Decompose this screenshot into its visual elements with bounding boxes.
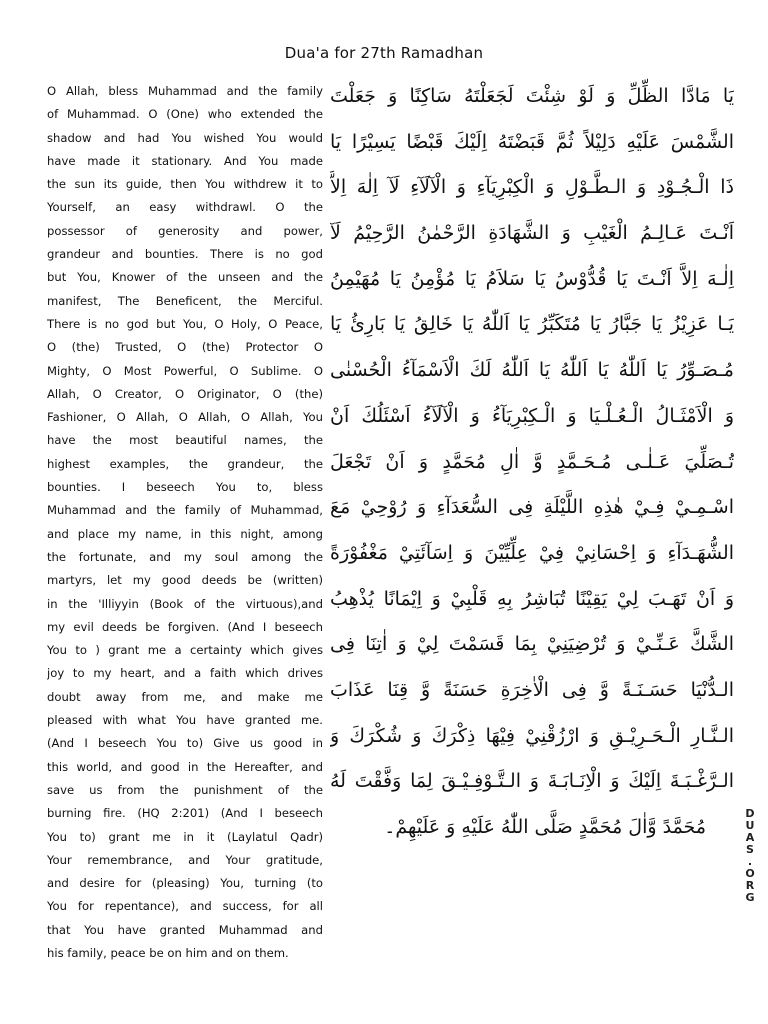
translation-line: pleased with what You have granted me. [47, 713, 323, 728]
translation-line: Your remembrance, and Your gratitude, [47, 852, 323, 867]
translation-line: Muhammad and the family of Muhammad, [47, 503, 323, 518]
translation-line: There is no god but You, O Holy, O Peace, [47, 316, 323, 331]
translation-line: the sun its guide, then You withdrew it to [47, 177, 323, 192]
translation-line: joy to my heart, and a faith which drives [47, 666, 323, 681]
page-title: Dua'a for 27th Ramadhan [284, 44, 484, 62]
translation-line: Mighty, O Most Powerful, O Sublime. O [47, 363, 323, 378]
translation-line: grandeur and bounties. There is no god [47, 247, 323, 262]
watermark-letter: O [745, 867, 755, 880]
arabic-text [330, 74, 734, 851]
arabic-line: الشُّهَـدَآءِ وَ اِحْسَانِيْ فِيْ عِلِّيِّيْنَ وَ اِسَآئَتِيْ مَغْفُوْرَةً [330, 541, 734, 564]
translation-line: burning fire. (HQ 2:201) (And I beseech [47, 806, 323, 821]
watermark-letter: . [747, 855, 753, 868]
arabic-line: مُحَمَّدً وَّاٰلَ مُحَمَّدٍ صَلَّى اللّٰهُ عَلَيْهِ وَ عَلَيْهِمْ۔ [384, 816, 706, 838]
translation-line: possessor of generosity and power, [47, 223, 323, 238]
translation-line: this world, and good in the Hereafter, and [47, 759, 323, 774]
arabic-line: الـدُّنْيَا حَسَـنَـةً وَّ فِى الْاٰخِرَةِ حَسَنَةً وَّ قِنَا عَذَابَ [330, 678, 734, 701]
translation-line: of Muhammad. O (One) who extended the [47, 107, 323, 122]
translation-line: the fortunate, and my soul among the [47, 549, 323, 564]
watermark-letter: D [745, 807, 755, 820]
translation-line: Allah, O Creator, O Originator, O (the) [47, 386, 323, 401]
arabic-line: ذَا الْـجُـوْدِ وَ الـطَّـوْلِ وَ الْكِبْرِيَآءِ وَ الْآلَآءِ لَآ اِلٰهَ اِلاَّ [330, 176, 734, 199]
arabic-line: تُـصَلِّيَ عَـلٰـى مُـحَـمَّدٍ وَّ اٰلِ مُحَمَّدٍ وَ اَنْ تَجْعَلَ [330, 450, 734, 473]
arabic-line: الـنَّـارِ الْـحَـرِيْـقِ وَ ارْزُقْنِيْ فِيْهَا ذِكْرَكَ وَ شُكْرَكَ وَ [330, 724, 734, 747]
translation-line: shadow and had You wished You would [47, 130, 323, 145]
translation-line: have made it stationary. And You made [47, 153, 323, 168]
translation-line: his family, peace be on him and on them. [47, 945, 289, 960]
translation-line: and place my name, in this night, among [47, 526, 323, 541]
arabic-line: وَ اَنْ تَهَـبَ لِيْ يَقِيْنًا تُبَاشِرُ بِهِ قَلْبِيْ وَ اِيْمَانًا يُذْهِبُ [330, 587, 734, 610]
translation-line: martyrs, let my good deeds be (written) [47, 573, 323, 588]
translation-line: and desire for (pleasing) You, turning (to [47, 876, 323, 891]
watermark-letter: G [745, 891, 755, 904]
translation-line: You to) grant me in it (Laylatul Qadr) [47, 829, 323, 844]
translation-line: in the 'Illiyyin (Book of the virtuous),and [47, 596, 323, 611]
translation-line: that You have granted Muhammad and [47, 922, 323, 937]
arabic-line: وَ الْاَمْثَـالُ الْـعُـلْـيَا وَ الْـكِبْرِيَآءُ وَ الْآلَآءُ اَسْئَلُكَ اَنْ [330, 404, 734, 427]
arabic-line: اِلٰـهَ اِلاَّ اَنْـتَ يَا قُدُّوْسُ يَا سَلاَمُ يَا مُؤْمِنُ يَا مُهَيْمِنُ [330, 267, 734, 290]
arabic-line: يَا مَادَّا الظِّلِّ وَ لَوْ شِئْتَ لَجَعَلْتَهُ سَاكِنًا وَ جَعَلْتَ [330, 85, 734, 107]
translation-line: You to ) grant me a certainty which gives [47, 643, 323, 658]
arabic-line: اسْـمِـيْ فِـيْ هٰذِهِ اللَّيْلَةِ فِى السُّعَدَآءِ وَ رُوْحِيْ مَعَ [330, 496, 734, 519]
translation-line: have the most beautiful names, the [47, 433, 323, 448]
arabic-line: مُـصَـوِّرُ يَا اَللّٰهُ يَا اَللّٰهُ يَا اَللّٰهُ لَكَ الْاَسْمَآءُ الْحُسْنٰى [330, 359, 734, 382]
arabic-line: الـرَّغْـبَـةَ اِلَيْكَ وَ الْاِنَـابَـةَ وَ الـتَّـوْفِـيْـقَ لِمَا وَفَّقْتَ لَهُ [330, 770, 734, 793]
translation-line: manifest, The Beneficent, the Merciful. [47, 293, 323, 308]
watermark-letter: U [745, 819, 755, 832]
arabic-line: اَنْـتَ عَـالِـمُ الْغَيْبِ وَ الشَّهَادَةِ الرَّحْمٰنُ الرَّحِيْمُ لَآ [330, 222, 734, 245]
arabic-line: الشَّكَّ عَـنِّـيْ وَ تُرْضِيَنِيْ بِمَا قَسَمْتَ لِيْ وَ اٰتِنَا فِى [330, 633, 734, 656]
duas-org-watermark [741, 808, 759, 904]
translation-line: doubt away from me, and make me [47, 689, 323, 704]
watermark-letter: S [746, 843, 754, 856]
translation-line: O (the) Trusted, O (the) Protector O [47, 340, 323, 355]
translation-line: Fashioner, O Allah, O Allah, O Allah, You [47, 410, 323, 425]
translation-line: You for repentance), and success, for all [47, 899, 323, 914]
translation-line: O Allah, bless Muhammad and the family [47, 84, 323, 98]
arabic-line: يَـا عَزِيْزُ يَا جَبَّارُ يَا مُتَكَبِّرُ يَا اَللّٰهُ يَا خَالِقُ يَا بَارِئُ يَا [330, 313, 734, 336]
watermark-letter: A [745, 831, 755, 844]
translation-line: save us from the punishment of the [47, 782, 323, 797]
watermark-letter: R [745, 879, 755, 892]
translation-line: bounties. I beseech You to, bless [47, 480, 323, 495]
translation-line: my evil deeds be forgiven. (And I beseech [47, 619, 323, 634]
translation-line: Yourself, an easy withdrawl. O the [47, 200, 323, 215]
translation-line: highest examples, the grandeur, the [47, 456, 323, 471]
arabic-line: الشَّمْسَ عَلَيْهِ دَلِيْلاً ثُمَّ قَبَضْتَهُ اِلَيْكَ قَبْضًا يَسِيْرًا يَا [330, 130, 734, 153]
english-translation [47, 80, 323, 965]
translation-line: (And I beseech You to) Give us good in [47, 736, 323, 751]
translation-line: but You, Knower of the unseen and the [47, 270, 323, 285]
